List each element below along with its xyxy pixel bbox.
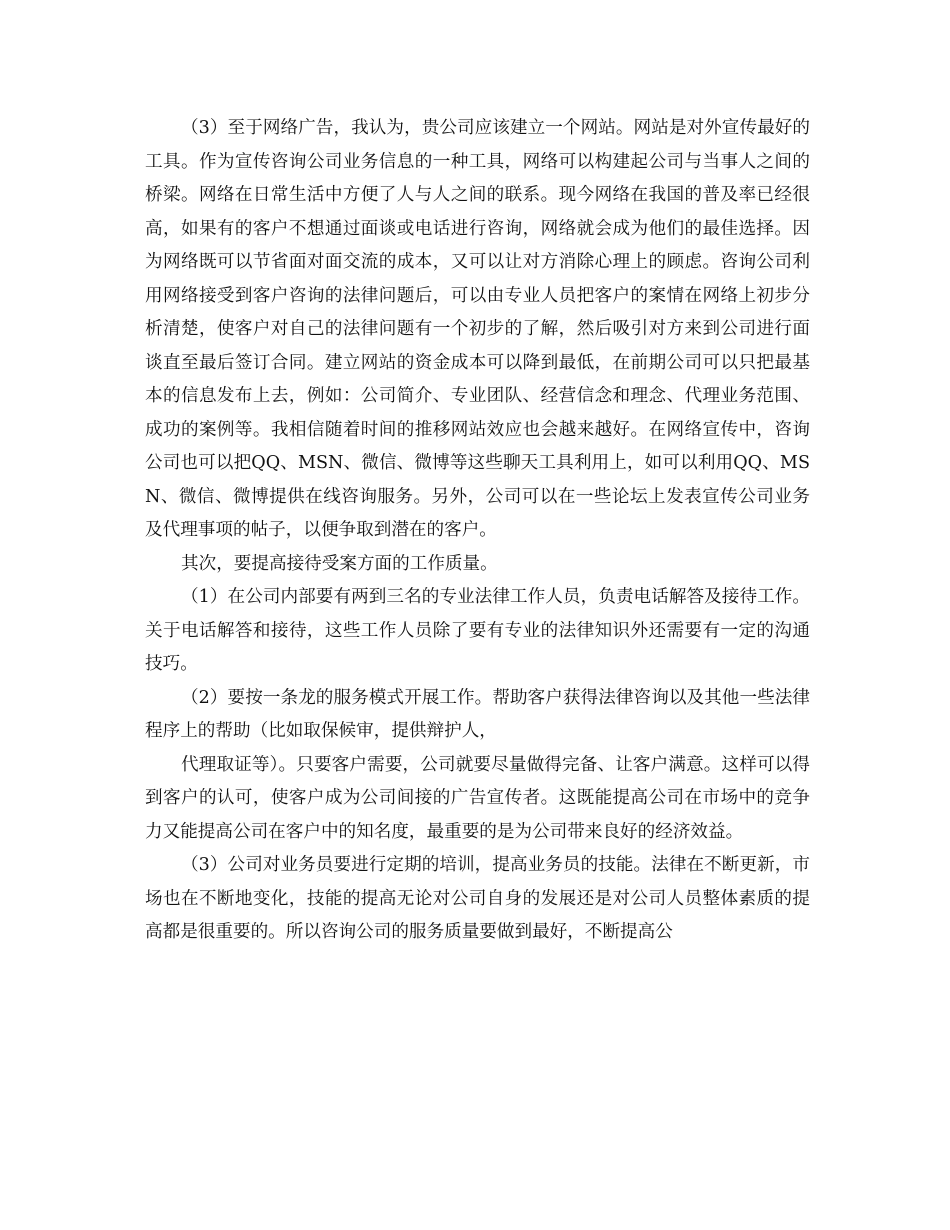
paragraph-one-stop-service-continued: 代理取证等）。只要客户需要，公司就要尽量做得完备、让客户满意。这样可以得到客户的认可，使客户成为公司间接的广告宣传者。这既能提高公司在市场中的竞争力又能提高公司在客户中的知名度，最重要的是为公司带来良好的经济效益。 (145, 754, 810, 842)
paragraph-network-advertising: （3）至于网络广告，我认为，贵公司应该建立一个网站。网站是对外宣传最好的工具。作为宣传咨询公司业务信息的一种工具，网络可以构建起公司与当事人之间的桥梁。网络在日常生活中方便了人与人之间的联系。现今网络在我国的普及率已经很高，如果有的客户不想通过面谈或电话进行咨询，网络就会成为他们的最佳选择。因为网络既可以节省面对面交流的成本，又可以让对方消除心理上的顾虑。咨询公司利用网络接受到客户咨询的法律问题后，可以由专业人员把客户的案情在网络上初步分析清楚，使客户对自己的法律问题有一个初步的了解，然后吸引对方来到公司进行面谈直至最后签订合同。建立网站的资金成本可以降到最低，在前期公司可以只把最基本的信息发布上去，例如：公司简介、专业团队、经营信念和理念、代理业务范围、成功的案例等。我相信随着时间的推移网站效应也会越来越好。在网络宣传中，咨询公司也可以把QQ、MSN、微信、微博等这些聊天工具利用上，如可以利用QQ、MSN、微信、微博提供在线咨询服务。另外，公司可以在一些论坛上发表宣传公司业务及代理事项的帖子，以便争取到潜在的客户。 (145, 118, 810, 540)
paragraph-reception-quality-heading: 其次，要提高接待受案方面的工作质量。 (181, 553, 498, 574)
document-body (145, 112, 810, 950)
paragraph-staff-requirement: （1）在公司内部要有两到三名的专业法律工作人员，负责电话解答及接待工作。关于电话解答和接待，这些工作人员除了要有专业的法律知识外还需要有一定的沟通技巧。 (145, 587, 810, 674)
paragraph-one-stop-service: （2）要按一条龙的服务模式开展工作。帮助客户获得法律咨询以及其他一些法律程序上的帮助（比如取保候审，提供辩护人， (145, 687, 810, 741)
paragraph-staff-training: （3）公司对业务员要进行定期的培训，提高业务员的技能。法律在不断更新，市场也在不断地变化，技能的提高无论对公司自身的发展还是对公司人员整体素质的提高都是很重要的。所以咨询公司的服务质量要做到最好，不断提高公 (145, 855, 810, 942)
